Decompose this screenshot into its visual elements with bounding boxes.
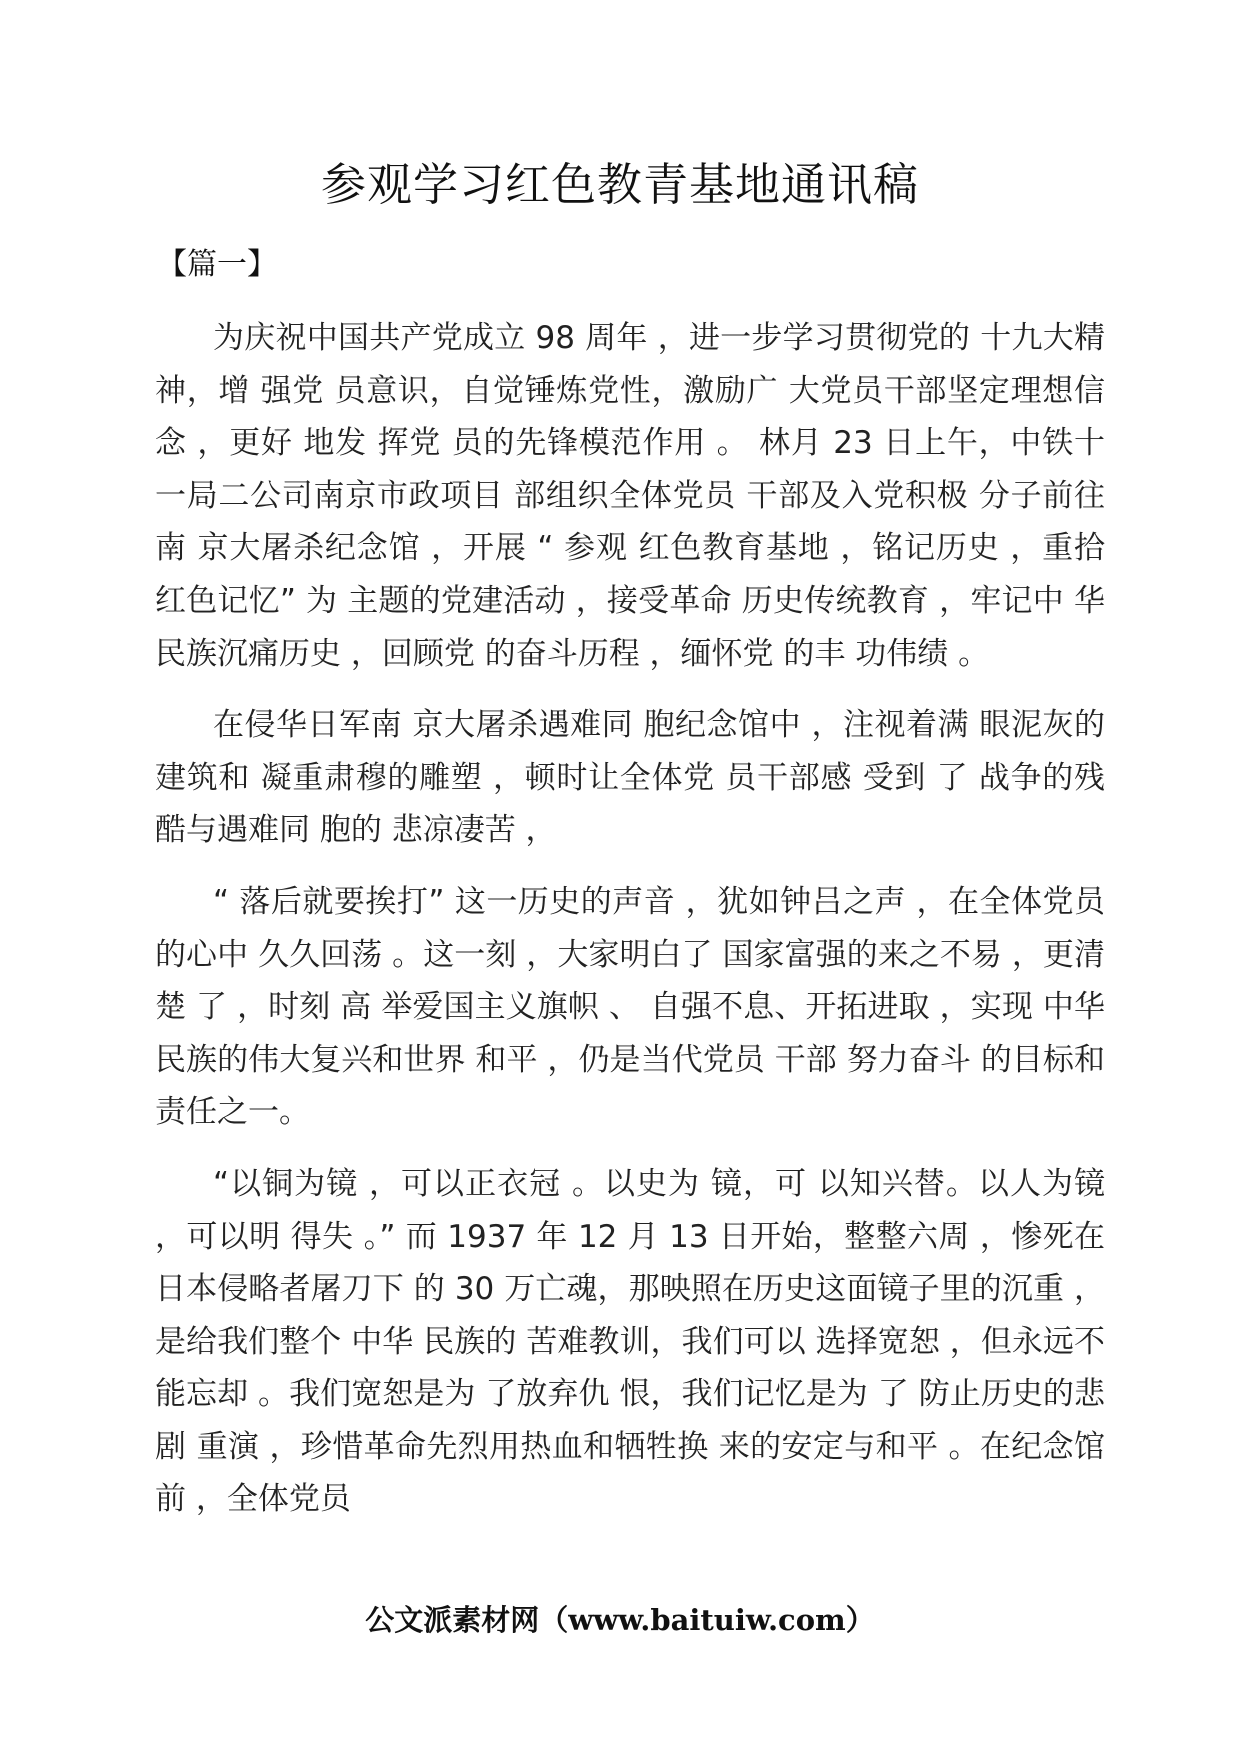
document-title: 参观学习红色教青基地通讯稿: [320, 158, 919, 211]
paragraph-1: 为庆祝中国共产党成立 98 周年 ，进一步学习贯彻党的 十九大精神，增 强党 员意识，自觉锤炼党性，激励广 大党员干部坚定理想信念 ，更好 地发 挥党 员的先锋模范作用 。 林月 23 日上午，中铁十一局二公司南京市政项目 部组织全体党员 干部及入党积极 分子前往南 京大屠杀纪念馆 ，开展 “ 参观 红色教育基地 ，铭记历史 ，重拾红色记忆” 为 主题的党建活动 ，接受革命 历史传统教育 ，牢记中 华 民族沉痛历史 ，回顾党 的奋斗历程 ，缅怀党 的丰 功伟绩 。: [155, 320, 1105, 672]
section-label: 【篇一】: [157, 247, 277, 282]
paragraph-2: 在侵华日军南 京大屠杀遇难同 胞纪念馆中 ，注视着满 眼泥灰的建筑和 凝重肃穆的雕塑 ，顿时让全体党 员干部感 受到 了 战争的残酷与遇难同 胞的 悲凉凄苦 ，: [155, 707, 1105, 849]
document-body: [155, 312, 1105, 1545]
paragraph-3: “ 落后就要挨打” 这一历史的声音 ，犹如钟吕之声 ，在全体党员的心中 久久回荡 。这一刻 ，大家明白了 国家富强的来之不易 ，更清楚 了 ，时刻 高 举爱国主义旗帜 、 自强不息、开拓进取 ，实现 中华民族的伟大复兴和世界 和平 ，仍是当代党员 干部 努力奋斗 的目标和责任之一。: [155, 883, 1105, 1131]
paragraph-4: “以铜为镜 ，可以正衣冠 。以史为 镜，可 以知兴替。以人为镜 ，可以明 得失 。” 而 1937 年 12 月 13 日开始，整整六周 ，惨死在 日本侵略者屠刀下 的 30 万亡魂，那映照在历史这面镜子里的沉重 ，是给我们整个 中华 民族的 苦难教训，我们可以 选择宽恕 ，但永远不能忘却 。我们宽恕是为 了放弃仇 恨，我们记忆是为 了 防止历史的悲剧 重演 ，珍惜革命先烈用热血和牺牲换 来的安定与和平 。在纪念馆前 ，全体党员: [155, 1165, 1105, 1518]
footer-source: 公文派素材网（www.baituiw.com）: [365, 1603, 875, 1637]
